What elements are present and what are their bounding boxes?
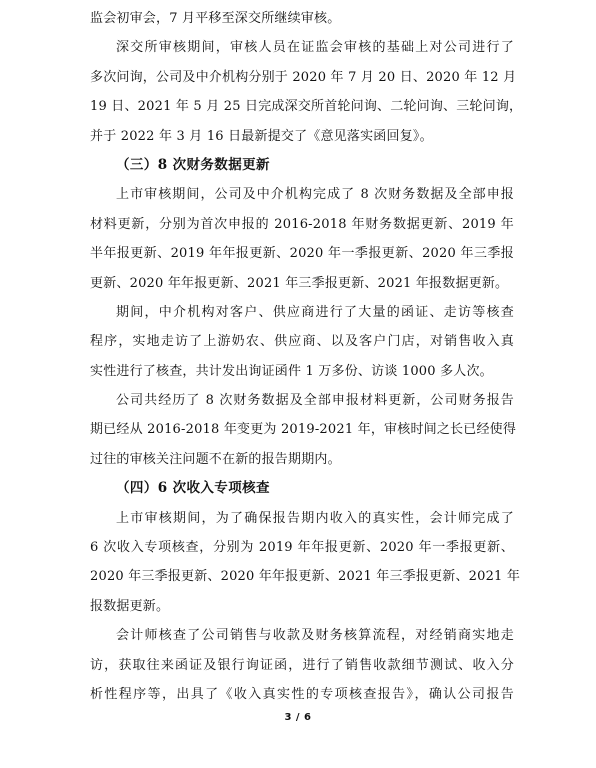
text-line: 并于 2022 年 3 月 16 日最新提交了《意见落实函回复》。 [90,128,433,144]
text-line: 监会初审会，7 月平移至深交所继续审核。 [90,11,341,26]
text-line: 上市审核期间，公司及中介机构完成了 8 次财务数据及全部申报 [116,187,514,203]
paragraph-p2 [90,33,523,151]
text-line: 访，获取往来函证及银行询证函，进行了销售收款细节测试、收入分 [90,657,514,673]
text-line: 期已经从 2016-2018 年变更为 2019-2021 年，审核时间之长已经使得 [90,422,517,438]
paragraph-p4 [90,298,514,386]
paragraph-p6 [90,504,521,622]
paragraph-p5 [90,386,517,474]
text-line: 过往的审核关注问题不在新的报告期期内。 [90,451,341,467]
text-line: 实性进行了核查，共计发出询证函件 1 万多份、访谈 1000 多人次。 [90,363,493,379]
text-line: 报数据更新。 [90,598,170,614]
document-body [90,4,523,709]
text-line: 材料更新，分别为首次申报的 2016-2018 年财务数据更新、2019 年 [90,216,514,232]
text-line: 公司共经历了 8 次财务数据及全部申报材料更新，公司财务报告 [116,393,514,409]
text-line: 期间，中介机构对客户、供应商进行了大量的函证、走访等核查 [116,304,514,320]
text-line: 多次问询，公司及中介机构分别于 2020 年 7 月 20 日、2020 年 12 月 [90,69,517,85]
text-line: 19 日、2021 年 5 月 25 日完成深交所首轮问询、二轮问询、三轮问询， [90,99,523,115]
paragraph-p3 [90,180,514,298]
section-heading-financial-updates: （三）8 次财务数据更新 [116,156,270,173]
page-number: 3 / 6 [284,712,312,723]
text-line: 析性程序等，出具了《收入真实性的专项核查报告》，确认公司报告 [90,686,514,702]
text-line: 半年报更新、2019 年年报更新、2020 年一季报更新、2020 年三季报 [90,246,514,262]
text-line: 深交所审核期间，审核人员在证监会审核的基础上对公司进行了 [116,40,514,56]
text-line: 更新、2020 年年报更新、2021 年三季报更新、2021 年报数据更新。 [90,275,509,291]
text-line: 程序，实地走访了上游奶农、供应商、以及客户门店，对销售收入真 [90,334,514,350]
section-heading-revenue-review: （四）6 次收入专项核查 [116,480,270,497]
text-line: 上市审核期间，为了确保报告期内收入的真实性，会计师完成了 [116,510,514,526]
text-line: 6 次收入专项核查，分别为 2019 年年报更新、2020 年一季报更新、 [90,540,514,556]
text-line: 会计师核查了公司销售与收款及财务核算流程，对经销商实地走 [116,628,514,644]
paragraph-p7 [90,621,514,709]
paragraph-p1 [90,4,514,33]
text-line: 2020 年三季报更新、2020 年年报更新、2021 年三季报更新、2021 年 [90,569,521,585]
